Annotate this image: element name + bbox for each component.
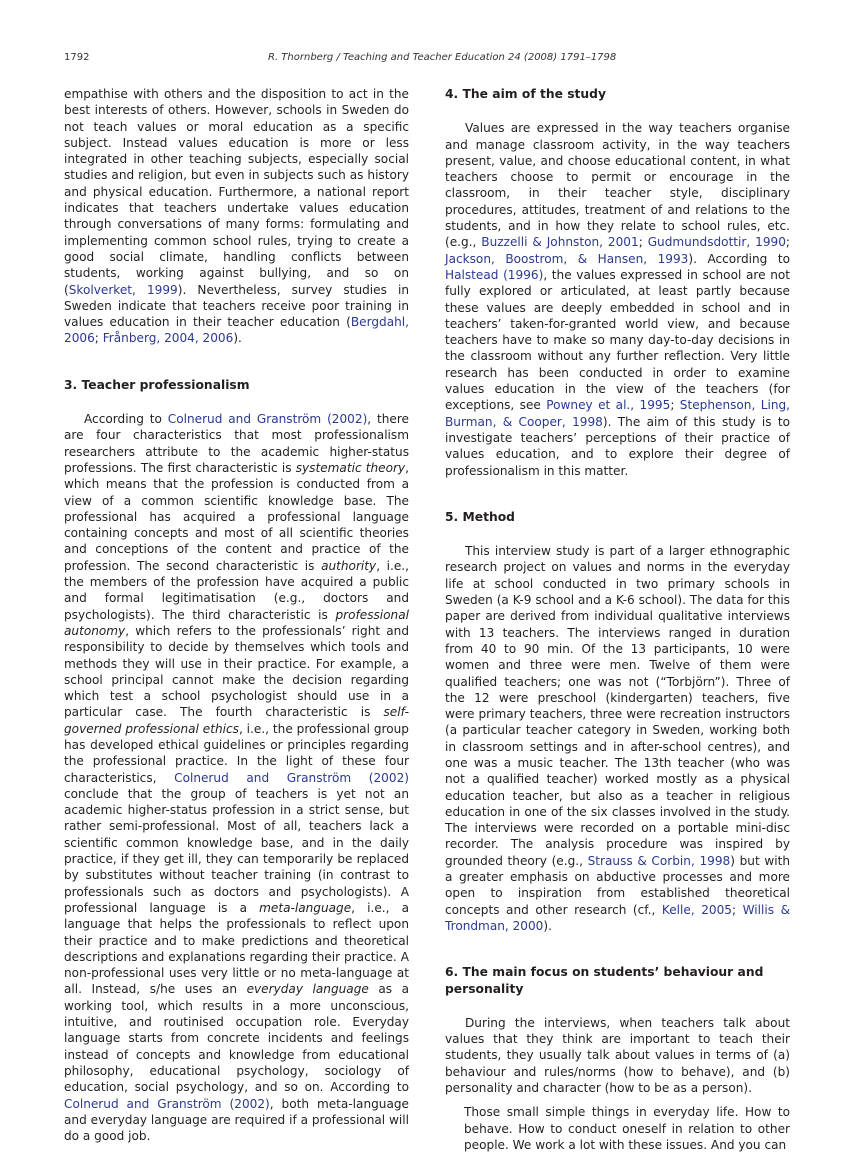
body-text: , which means that the profession is conducted from a view of a common scientific knowledge base. The professional has acquired a professional language containing concepts and most of all scientific theories and conceptions of the content and practice of the profession. The second characteristic is [64,460,410,573]
body-text: ). [543,918,552,933]
left-column [64,86,409,1144]
body-text: ; [785,235,790,250]
body-text: This interview study is part of a larger ethnographic research project on values and norms in the everyday life at school conducted in two primary schools in Sweden (a K-9 school and a K-6 school). The data for this paper are derived from individual qualitative interviews with 13 teachers. The interviews ranged in duration from 40 to 90 min. Of the 13 participants, 10 were women and three were men. Twelve of them were qualified teachers; one was not (“Torbjörn”). Three of the 12 were preschool (kindergarten) teachers, five were primary teachers, three were recreation instructors (a particular teacher category in Sweden, working both in classroom settings and in after-school centres), and one was a music teacher. The 13th teacher (who was not a qualified teacher) worked mostly as a physical education teacher, but also as a teacher in religious education in one of the six classes involved in the study. The interviews were recorded on a portable mini-disc recorder. The analysis procedure was inspired by grounded theory (e.g., [445,544,790,868]
body-text: empathise with others and the disposition to act in the best interests of others. However, schools in Sweden do not teach values or moral education as a specific subject. Instead values education is more or less integrated in other teaching subjects, especially social studies and religion, but even in subjects such as history and physical education. Furthermore, a national report indicates that teachers undertake values education through conversations of many forms: formulating and implementing common school rules, trying to create a good social climate, handling conflicts between students, working against bullying, and so on ( [64,87,409,297]
emphasis-text: everyday language [246,982,369,997]
emphasis-text: self-governed professional ethics [64,705,409,736]
citation-link[interactable]: Colnerud and Granström (2002) [167,412,368,427]
right-column [445,86,790,1153]
section-6-heading: 6. The main focus on students’ behaviour and personality [445,965,764,996]
body-text: ). According to [688,251,790,266]
paragraph [445,1015,790,1096]
body-text: as a working tool, which results in a more unconscious, intuitive, and routinised occupation role. Everyday language starts from concrete incidents and feelings instead of concepts and knowledge from educational philosophy, educational psychology, sociology of education, social psychology, and so on. According to [64,982,410,1095]
section-5-heading: 5. Method [445,509,515,524]
body-text: ; [670,398,680,413]
body-text: , i.e., the professional group has developed ethical guidelines or principles regarding the professional practice. In the light of these four characteristics, [64,721,409,785]
emphasis-text: systematic theory [295,460,406,475]
citation-link[interactable]: Skolverket, 1999 [68,282,178,297]
citation-link[interactable]: Colnerud and Granström (2002) [64,1096,270,1111]
body-text: ). [233,331,242,346]
citation-link[interactable]: Jackson, Boostrom, & Hansen, 1993 [445,251,689,266]
section-3-heading: 3. Teacher professionalism [64,377,250,392]
left-column-paragraph-1 [64,86,409,347]
body-text: ; [638,235,648,250]
citation-link[interactable]: Strauss & Corbin, 1998 [587,853,731,868]
emphasis-text: meta-language [259,900,352,915]
body-text: According to [84,412,168,427]
section-4-heading: 4. The aim of the study [445,87,606,101]
running-title: R. Thornberg / Teaching and Teacher Education 24 (2008) 1791–1798 [268,52,617,63]
paragraph [445,120,790,479]
citation-link[interactable]: Frånberg, 2004, 2006 [102,331,234,346]
citation-link[interactable]: Stephenson, Ling, Burman, & Cooper, 1998 [445,398,791,429]
body-text: , i.e., the members of the profession have acquired a public and formal legitimatisation (e.g., doctors and psychologists). The third characteristic is [64,558,409,622]
paragraph [445,543,790,934]
citation-link[interactable]: Colnerud and Granström (2002) [174,770,409,785]
citation-link[interactable]: Willis & Trondman, 2000 [445,902,791,933]
citation-link[interactable]: Buzzelli & Johnston, 2001 [481,235,639,250]
citation-link[interactable]: Gudmundsdottir, 1990 [647,235,786,250]
body-text: Values are expressed in the way teachers organise and manage classroom activity, in the way teachers present, value, and choose educational content, in what teachers choose to permit or encourage in the classroom, in their teacher style, disciplinary procedures, attitudes, treatment of and relations to the students, and in how they relate to school rules, etc. (e.g., [445,121,790,250]
body-text: ) but with a greater emphasis on abductive processes and more open to inspiration from established theoretical concepts and other research (cf., [445,853,791,917]
body-text: conclude that the group of teachers is yet not an academic higher-status profession in a strict sense, but rather semi-professional. Most of all, teachers lack a scientific common knowledge base, and in the daily practice, if they get ill, they can temporarily be replaced by substitutes without teacher training (in contrast to professionals such as doctors and psychologists). A professional language is a [64,786,409,915]
citation-link[interactable]: Halstead (1996) [445,267,544,282]
body-text: ). The aim of this study is to investigate teachers’ perceptions of their practice of values education, and to explore their degree of professionalism in this matter. [445,414,790,478]
paragraph [64,411,409,1144]
citation-link[interactable]: Bergdahl, 2006 [64,315,409,346]
body-text: , which refers to the professionals’ right and responsibility to decide by themselves which tools and methods they will use in their practice. For example, a school principal cannot make the decision regarding which test a school psychologist should use in a particular case. The fourth characteristic is [64,623,409,720]
emphasis-text: authority [321,558,377,573]
body-text: ). Nevertheless, survey studies in Sweden indicate that teachers receive poor training in values education in their teacher education ( [64,282,409,330]
right-column-paragraph-1 [445,120,790,479]
page-number: 1792 [64,52,90,63]
body-text: , the values expressed in school are not fully explored or articulated, at least partly because these values are deeply embedded in school and in teachers’ taken-for-granted world view, and because teachers have to make so many day-to-day decisions in the classroom without any further reflection. Very little research has been conducted in order to examine values education in the view of the teachers (for exceptions, see [445,267,790,413]
body-text: , both meta-language and everyday language are required if a professional will do a good job. [64,1096,409,1144]
paragraph [64,86,409,347]
right-column-paragraph-2 [445,543,790,934]
citation-link[interactable]: Kelle, 2005 [661,902,732,917]
citation-link[interactable]: Powney et al., 1995 [546,398,671,413]
interview-quote: Those small simple things in everyday life. How to behave. How to conduct oneself in relation to other people. We work a lot with these issues. And you can [464,1105,790,1152]
body-text: , i.e., a language that helps the professionals to reflect upon their practice and to make predictions and theoretical descriptions and explanations regarding their practice. A non-professional uses very little or no meta-language at all. Instead, s/he uses an [64,900,409,997]
body-text: During the interviews, when teachers talk about values that they think are important to teach their students, they usually talk about values in terms of (a) behaviour and rules/norms (how to behave), and (b) personality and character (how to be as a person). [445,1015,790,1096]
right-column-paragraph-3 [445,1015,790,1096]
body-text: , there are four characteristics that most professionalism researchers attribute to the academic higher-status professions. The first characteristic is [64,412,409,475]
left-column-paragraph-2 [64,411,409,1144]
body-text: ; [94,331,103,346]
emphasis-text: professional autonomy [64,607,409,638]
body-text: ; [732,902,743,917]
